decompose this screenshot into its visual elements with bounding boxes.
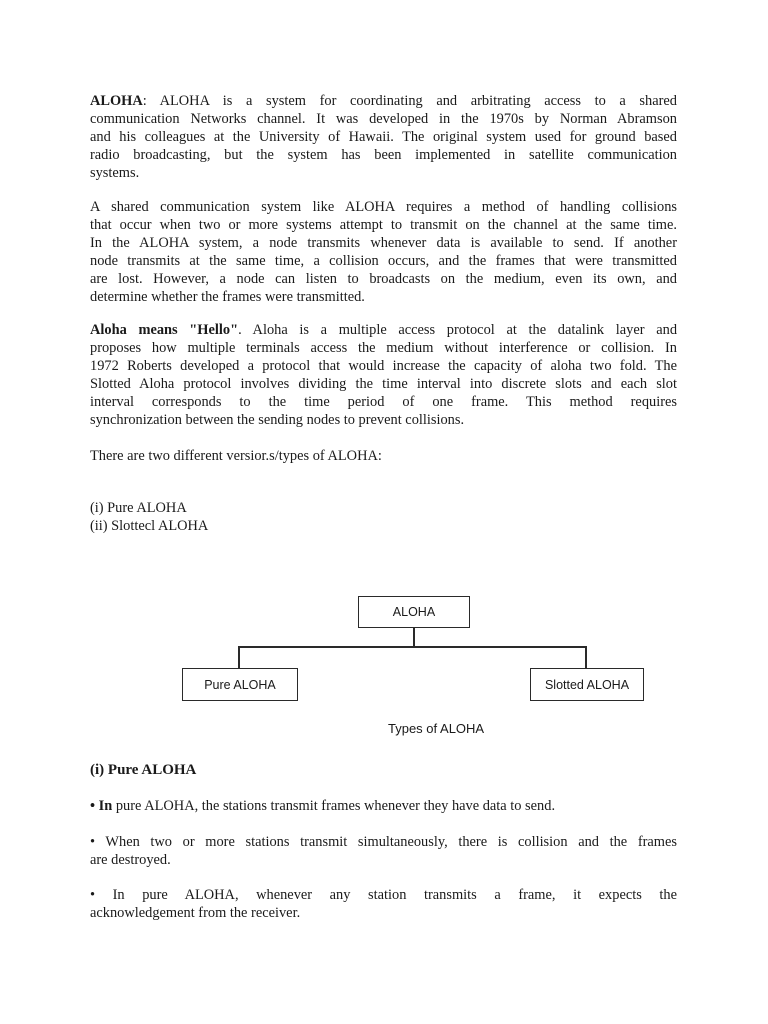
diagram-connector-right: [585, 646, 587, 669]
diagram-root-node: ALOHA: [358, 596, 470, 628]
pure-aloha-bullet-1: [90, 798, 677, 816]
aloha-term: ALOHA: [90, 93, 143, 109]
paragraph-line: communication Networks channel. It was developed in the 1970s by Norman Abramson: [90, 110, 677, 127]
bullet-marker: •: [90, 798, 99, 814]
versions-intro: There are two different versior.s/types of ALOHA:: [90, 448, 382, 464]
list-item: (ii) Slottecl ALOHA: [90, 517, 209, 534]
paragraph-line: node transmits at the same time, a collision occurs, and the frames that were transmitted: [90, 252, 677, 269]
paragraph-line: are lost. However, a node can listen to broadcasts on the medium, even its own, and: [90, 270, 677, 287]
diagram-slotted-aloha-node: Slotted ALOHA: [530, 668, 644, 701]
diagram-connector-left: [238, 646, 240, 669]
paragraph-line: Aloha means "Hello". Aloha is a multiple access protocol at the datalink layer and: [90, 322, 678, 338]
aloha-hello-term: Aloha means "Hello": [90, 322, 239, 338]
paragraph-line: that occur when two or more systems attempt to transmit on the channel at the same time.: [90, 216, 677, 233]
aloha-definition-paragraph: [90, 93, 677, 183]
aloha-hello-paragraph: [90, 322, 677, 429]
paragraph-line: In the ALOHA system, a node transmits whenever data is available to send. If another: [90, 234, 677, 251]
paragraph-line: systems.: [90, 164, 140, 181]
diagram-pure-aloha-node: Pure ALOHA: [182, 668, 298, 701]
list-item: (i) Pure ALOHA: [90, 500, 187, 516]
bullet-line: • In pure ALOHA, whenever any station transmits a frame, it expects the: [90, 887, 677, 903]
pure-aloha-heading: (i) Pure ALOHA: [90, 762, 197, 778]
pure-aloha-bullet-2: [90, 834, 677, 870]
bullet-line: • In pure ALOHA, the stations transmit frames whenever they have data to send.: [90, 798, 556, 814]
paragraph-line: Slotted Aloha protocol involves dividing the time interval into discrete slots and each slot: [90, 375, 677, 392]
paragraph-line: synchronization between the sending nodes to prevent collisions.: [90, 411, 465, 428]
pure-aloha-bullet-3: [90, 887, 677, 923]
collision-handling-paragraph: [90, 199, 677, 306]
bullet-line: are destroyed.: [90, 851, 171, 868]
paragraph-line: interval corresponds to the time period of one frame. This method requires: [90, 393, 677, 410]
diagram-caption: Types of ALOHA: [388, 721, 485, 736]
diagram-connector-vertical: [413, 628, 415, 647]
paragraph-line: radio broadcasting, but the system has been implemented in satellite communication: [90, 146, 677, 163]
paragraph-line: 1972 Roberts developed a protocol that would increase the capacity of aloha two fold. The: [90, 357, 677, 374]
bullet-line: • When two or more stations transmit simultaneously, there is collision and the frames: [90, 834, 677, 850]
diagram-connector-horizontal: [238, 646, 586, 648]
versions-list: [90, 500, 677, 536]
paragraph-line: determine whether the frames were transmitted.: [90, 288, 365, 305]
paragraph-line: ALOHA: ALOHA is a system for coordinating and arbitrating access to a shared: [90, 93, 677, 109]
bullet-line: acknowledgement from the receiver.: [90, 904, 301, 921]
paragraph-line: A shared communication system like ALOHA requires a method of handling collisions: [90, 199, 677, 215]
paragraph-line: proposes how multiple terminals access the medium without interference or collision. In: [90, 339, 677, 356]
paragraph-line: and his colleagues at the University of Hawaii. The original system used for ground based: [90, 128, 677, 145]
